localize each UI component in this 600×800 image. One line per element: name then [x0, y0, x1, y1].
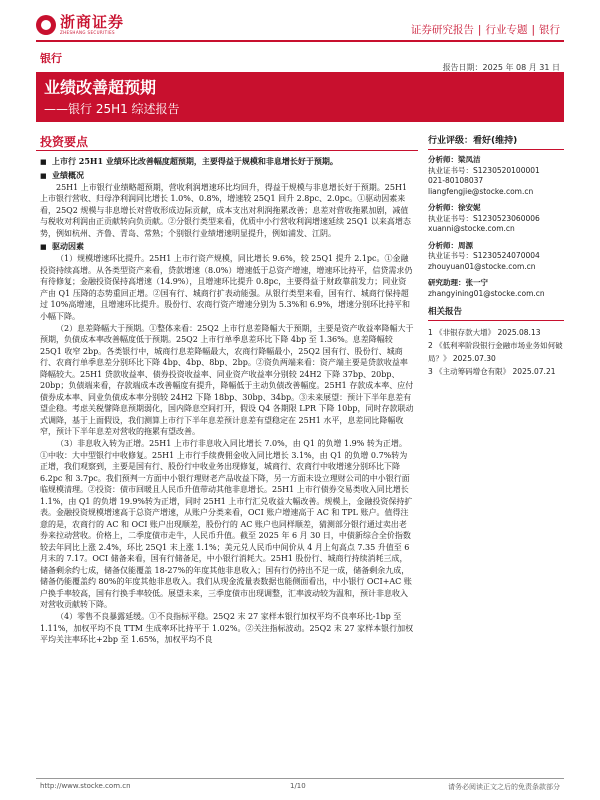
disclaimer-note: 请务必阅读正文之后的免责条款部分: [448, 783, 560, 791]
section-title: 投资要点: [40, 135, 89, 149]
report-title: 业绩改善超预期: [44, 78, 157, 97]
category-research: 证券研究报告: [410, 24, 474, 36]
logo-icon: [36, 15, 56, 35]
analyst-card: [428, 241, 564, 273]
analyst-phone: 021-80108037: [428, 176, 484, 185]
logo-en: ZHESHANG SECURITIES: [60, 30, 115, 35]
related-report-item[interactable]: 3 《主动筹码增仓有限》 2025.07.21: [428, 367, 556, 376]
footer-url[interactable]: http://www.stocke.com.cn: [40, 782, 131, 790]
analyst-email[interactable]: zhouyuan01@stocke.com.cn: [428, 261, 536, 271]
sidebar-rule: [428, 320, 564, 321]
key-point: ■ 上市行 25H1 业绩环比改善幅度超预期，主要得益于规模和非息增长好于预期。: [40, 156, 414, 168]
assistant-name: 研究助理：张一宁: [428, 278, 488, 287]
header-rule: [36, 40, 564, 42]
footer-rule: [36, 778, 564, 779]
assistant-email[interactable]: zhangyining01@stocke.com.cn: [428, 288, 545, 298]
logo-cn: 浙商证券: [60, 13, 125, 31]
related-reports-title: 相关报告: [428, 307, 463, 317]
main-content: [40, 154, 414, 774]
analyst-license: 执业证书号：S1230523060006: [428, 213, 540, 223]
report-date: 报告日期：2025 年 08 月 31 日: [442, 63, 560, 72]
paragraph-asset-quality: （4）零售不良暴露延缓。①不良指标平稳。25Q2 末 27 家样本银行加权平均不良率环比-1bp 至 1.11%，加权平均不良 TTM 生成率环比持平于 1.02%。②关注指标波动。25Q2 末 27 家样本银行加权平均关注率环比+2bp 至 1.65%，加权平均不良: [40, 612, 414, 644]
report-subtitle: ——银行 25H1 综述报告: [44, 102, 180, 116]
analyst-card: [428, 155, 564, 197]
related-report-item[interactable]: 2 《低利率阶段银行金融市场业务如何破局？》 2025.07.30: [428, 341, 563, 363]
related-report-item[interactable]: 1 《非银存款大增》 2025.08.13: [428, 328, 541, 337]
analyst-license: 执业证书号：S1230520100001: [428, 165, 540, 175]
paragraph-noninterest: （3）非息收入转为正增。25H1 上市行非息收入同比增长 7.0%，由 Q1 的负增 1.9% 转为正增。①中收：大中型银行中收修复。25H1 上市行手续费佣金收入同比增长 3.1%，由 Q1 的负增 0.7%转为正增，我们观察到，主要是国有行、股份行中收业务出现修复，城商行、农商行中收增速分别环比下降 6.2pc 和 3.7pc。我们预判一方面中小银行理财老产品收益下降，另一方面未设立理财公司的中小银行面临规模清理。②投资：债市回暖且人民币升值带动其他非息增长。25H1 上市行债券交易类收入同比增长 1.1%，由 Q1 的负增 19.9%转为正增，同时 25H1 上市行汇兑收益大幅改善。规模上，金融投资保持扩表。金融投资规模增速高于总资产增速，从账户分类来看，OCI 账户增速高于 AC 和 TPL 账户。值得注意的是，农商行的 AC 和 OCI 账户出现顺差，股份行的 AC 账户也同样顺差，猜测部分银行通过卖出老券来拉动营收。价格上，二季度债市走牛，人民币升值。截至 2025 年 6 月 30 日，中债新综合全价指数较去年同比上涨 2.4%，环比 25Q1 末上涨 1.1%；美元兑人民币中间价从 4 月上旬高点 7.35 升值至 6 月末的 7.17。OCI 储备来看，国有行储备足，中小银行消耗大。25H1 股份行、城商行持续消耗三成，储备剩余约七成，储备仅能覆盖 18-27%的年度其他非息收入；国有行仍持出不足一成，储备剩余九成，储备仍能覆盖约 80%的年度其他非息收入。我们从现金流量表数据也能侧面看出，中小银行 OCI+AC 账户换手率较高，国有行换手率较低。展望未来，三季度债市出现调整，汇率波动较为温和，预计非息收入对营收贡献转下降。: [40, 439, 413, 609]
subheading-overview: ■ 业绩概况: [40, 170, 414, 182]
sector-label: 银行: [40, 52, 62, 65]
section-rule: [36, 150, 418, 151]
paragraph-overview: 25H1 上市银行业绩略超预期，营收利润增速环比均回升，得益于规模与非息增长好于预期。25H1 上市银行营收、归母净利润同比增长 1.0%、0.8%，增速较 25Q1 回升 2.8pc、2.0pc。①驱动因素来看，25Q2 规模与非息增长对营收形成边际贡献，成本支出对利润拖累改善；息差对营收拖累加剧，减值与税收对利润由正贡献转向负贡献。②分银行类型来看，优质中小行营收利润增速延续 25Q1 以来高增态势，例如杭州、齐鲁、青岛、常熟；个别银行业绩增速明显提升，例如浦发、江阴。: [40, 182, 411, 238]
subheading-drivers: ■ 驱动因素: [40, 241, 414, 253]
related-reports-list: [428, 326, 564, 378]
title-banner: [36, 72, 564, 122]
sidebar-rule: [428, 149, 564, 150]
company-logo: [36, 14, 124, 35]
industry-rating: 行业评级：看好(维持): [428, 136, 518, 146]
report-category: 证券研究报告 | 行业专题 | 银行: [410, 24, 560, 36]
paragraph-scale: （1）规模增速环比提升。25H1 上市行资产规模，同比增长 9.6%，较 25Q1 提升 2.1pc。①金融投资持续高增。从各类型资产来看，贷款增速（8.0%）增速低于总资产增速，增速环比持平，信贷需求仍有待修复；金融投资保持高增速（14.9%），且增速环比提升 0.8pc，主要得益于财政靠前发力；同业资产由 Q1 压降的态势重回正增。②国有行、城商行扩表动能强。从银行类型来看，国有行、城商行保持超过 10%高增速，且增速环比提升。股份行、农商行资产增速分别为 5.3%和 6.9%，增速分别环比持平和小幅下降。: [40, 254, 413, 321]
sidebar: [428, 133, 564, 378]
analyst-name: 分析师：周源: [428, 240, 473, 250]
analyst-name: 分析师：梁凤洁: [428, 155, 481, 164]
category-topic: 行业专题: [485, 24, 528, 36]
analyst-card: [428, 278, 564, 299]
analyst-license: 执业证书号：S1230524070004: [428, 251, 540, 260]
analyst-email[interactable]: xuanni@stocke.com.cn: [428, 224, 515, 233]
page-number: 1/10: [290, 782, 306, 790]
analyst-email[interactable]: liangfengjie@stocke.com.cn: [428, 186, 534, 196]
analyst-name: 分析师：徐安妮: [428, 203, 481, 212]
paragraph-margin: （2）息差降幅大于预期。①整体来看：25Q2 上市行息差降幅大于预期，主要是资产收益率降幅大于预期，负债成本率改善幅度低于预期。25Q2 上市行单季息差环比下降 4bp 至 1.36%。息差降幅较 25Q1 收窄 2bp。各类银行中，城商行息差降幅最大，农商行降幅最小，25Q2 国有行、股份行、城商行、农商行单季息差分别环比下降 4bp、4bp、8bp、2bp。②资负两端来看：资产端主要是贷款收益率降幅较大。25H1 贷款收益率、债券投资收益率、同业资产收益率分别较 24H2 下降 37bp、20bp、20bp；负债端来看，存款端成本改善幅度有提升，降幅低于主动负债改善幅度。25H1 存款成本率、应付债券成本率、同业负债成本率分别较 24H2 下降 18bp、30bp、34bp。③未来展望：预计下半年息差有望企稳。考虑关税譬降息预期弱化，国内降息空间打开，假设 Q4 各期限 LPR 下降 10bp，同时存款联动式调降，基于上面假设，我们测算上市行下半年息差预计息差有望稳定在 25H1 水平，息差同比降幅收窄，预计下半年息差对营收的拖累有望改善。: [40, 323, 414, 436]
category-sector: 银行: [539, 24, 560, 36]
analyst-card: [428, 203, 564, 235]
